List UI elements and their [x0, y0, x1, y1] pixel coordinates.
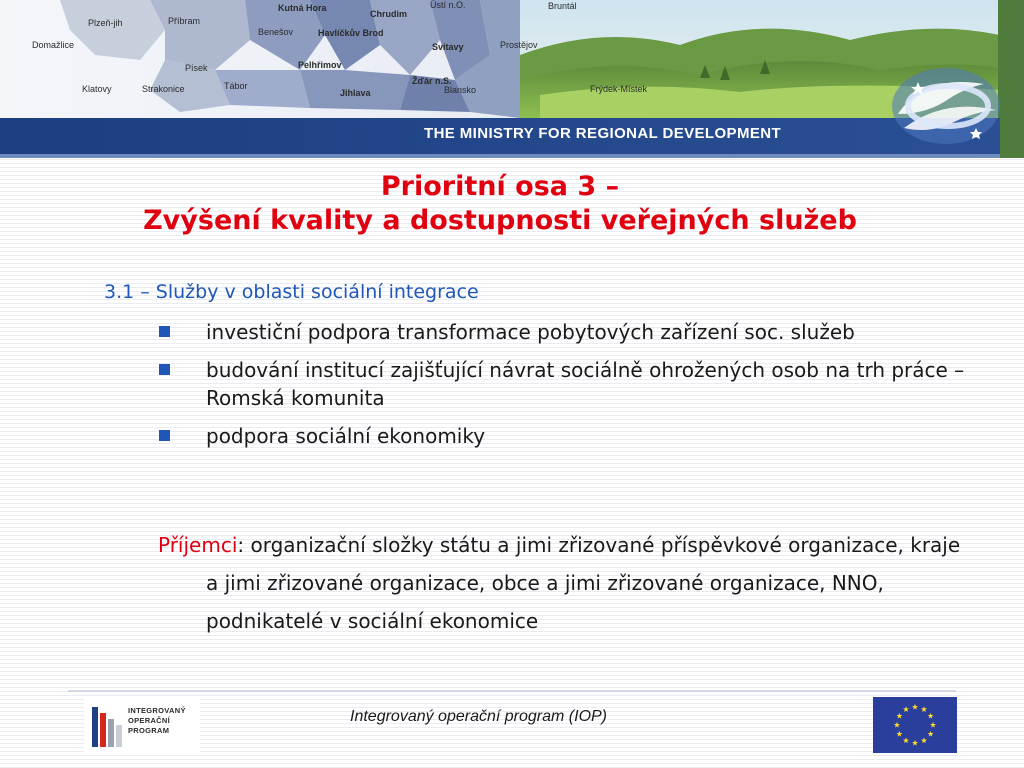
bullet-text: podpora sociální ekonomiky	[206, 424, 486, 448]
square-bullet-icon	[159, 364, 170, 375]
iop-logo-text: INTEGROVANÝ OPERAČNÍ PROGRAM	[128, 706, 186, 735]
map-label: Prostějov	[500, 40, 538, 50]
iop-logo	[84, 697, 200, 753]
map-label: Svitavy	[432, 42, 464, 52]
map-label: Havlíčkův Brod	[318, 28, 384, 38]
title-line-1: Prioritní osa 3 –	[380, 171, 620, 202]
map-label: Chrudim	[370, 9, 407, 19]
map-label: Tábor	[224, 81, 248, 91]
map-label: Klatovy	[82, 84, 112, 94]
header-banner	[0, 0, 1024, 158]
ministry-name: THE MINISTRY FOR REGIONAL DEVELOPMENT	[424, 125, 782, 142]
bullet-text: budování institucí zajišťující návrat sociálně ohrožených osob na trh práce – Romská komunita	[206, 358, 965, 410]
map-label: Domažlice	[32, 40, 75, 50]
regional-development-emblem-icon	[884, 54, 1008, 154]
map-label: Plzeň-jih	[88, 18, 123, 28]
square-bullet-icon	[159, 430, 170, 441]
map-label: Kutná Hora	[278, 3, 327, 13]
map-label: Žďár n.S.	[412, 76, 452, 86]
bullet-text: investiční podpora transformace pobytových zařízení soc. služeb	[206, 320, 855, 344]
map-label: Ústí n.O.	[430, 0, 466, 10]
iop-bars-icon	[92, 703, 122, 747]
footer-divider	[68, 690, 956, 692]
footer-caption: Integrovaný operační program (IOP)	[350, 708, 608, 725]
slide-title	[0, 170, 1000, 238]
map-label: Blansko	[444, 85, 477, 95]
map-label: Frýdek-Místek	[590, 84, 648, 94]
map-label: Jihlava	[340, 88, 371, 98]
list-item	[158, 422, 998, 450]
list-item	[158, 318, 998, 346]
recipients-label: Příjemci	[158, 533, 238, 557]
recipients-paragraph	[158, 526, 978, 640]
section-subtitle: 3.1 – Služby v oblasti sociální integrace	[104, 281, 479, 303]
map-label: Strakonice	[142, 84, 185, 94]
map-label: Bruntál	[548, 1, 577, 11]
map-label: Benešov	[258, 27, 294, 37]
recipients-text: : organizační složky státu a jimi zřizované příspěvkové organizace, kraje a jimi zřizované organizace, obce a jimi zřizované organizace, NNO, podnikatelé v sociální ekonomice	[206, 533, 961, 633]
eu-flag-icon	[873, 697, 957, 753]
square-bullet-icon	[159, 326, 170, 337]
map-label: Příbram	[168, 16, 201, 26]
title-line-2: Zvýšení kvality a dostupnosti veřejných služeb	[143, 205, 857, 236]
map-label: Písek	[185, 63, 208, 73]
list-item	[158, 356, 998, 412]
bullet-list	[158, 318, 998, 460]
map-label: Pelhřimov	[298, 60, 342, 70]
